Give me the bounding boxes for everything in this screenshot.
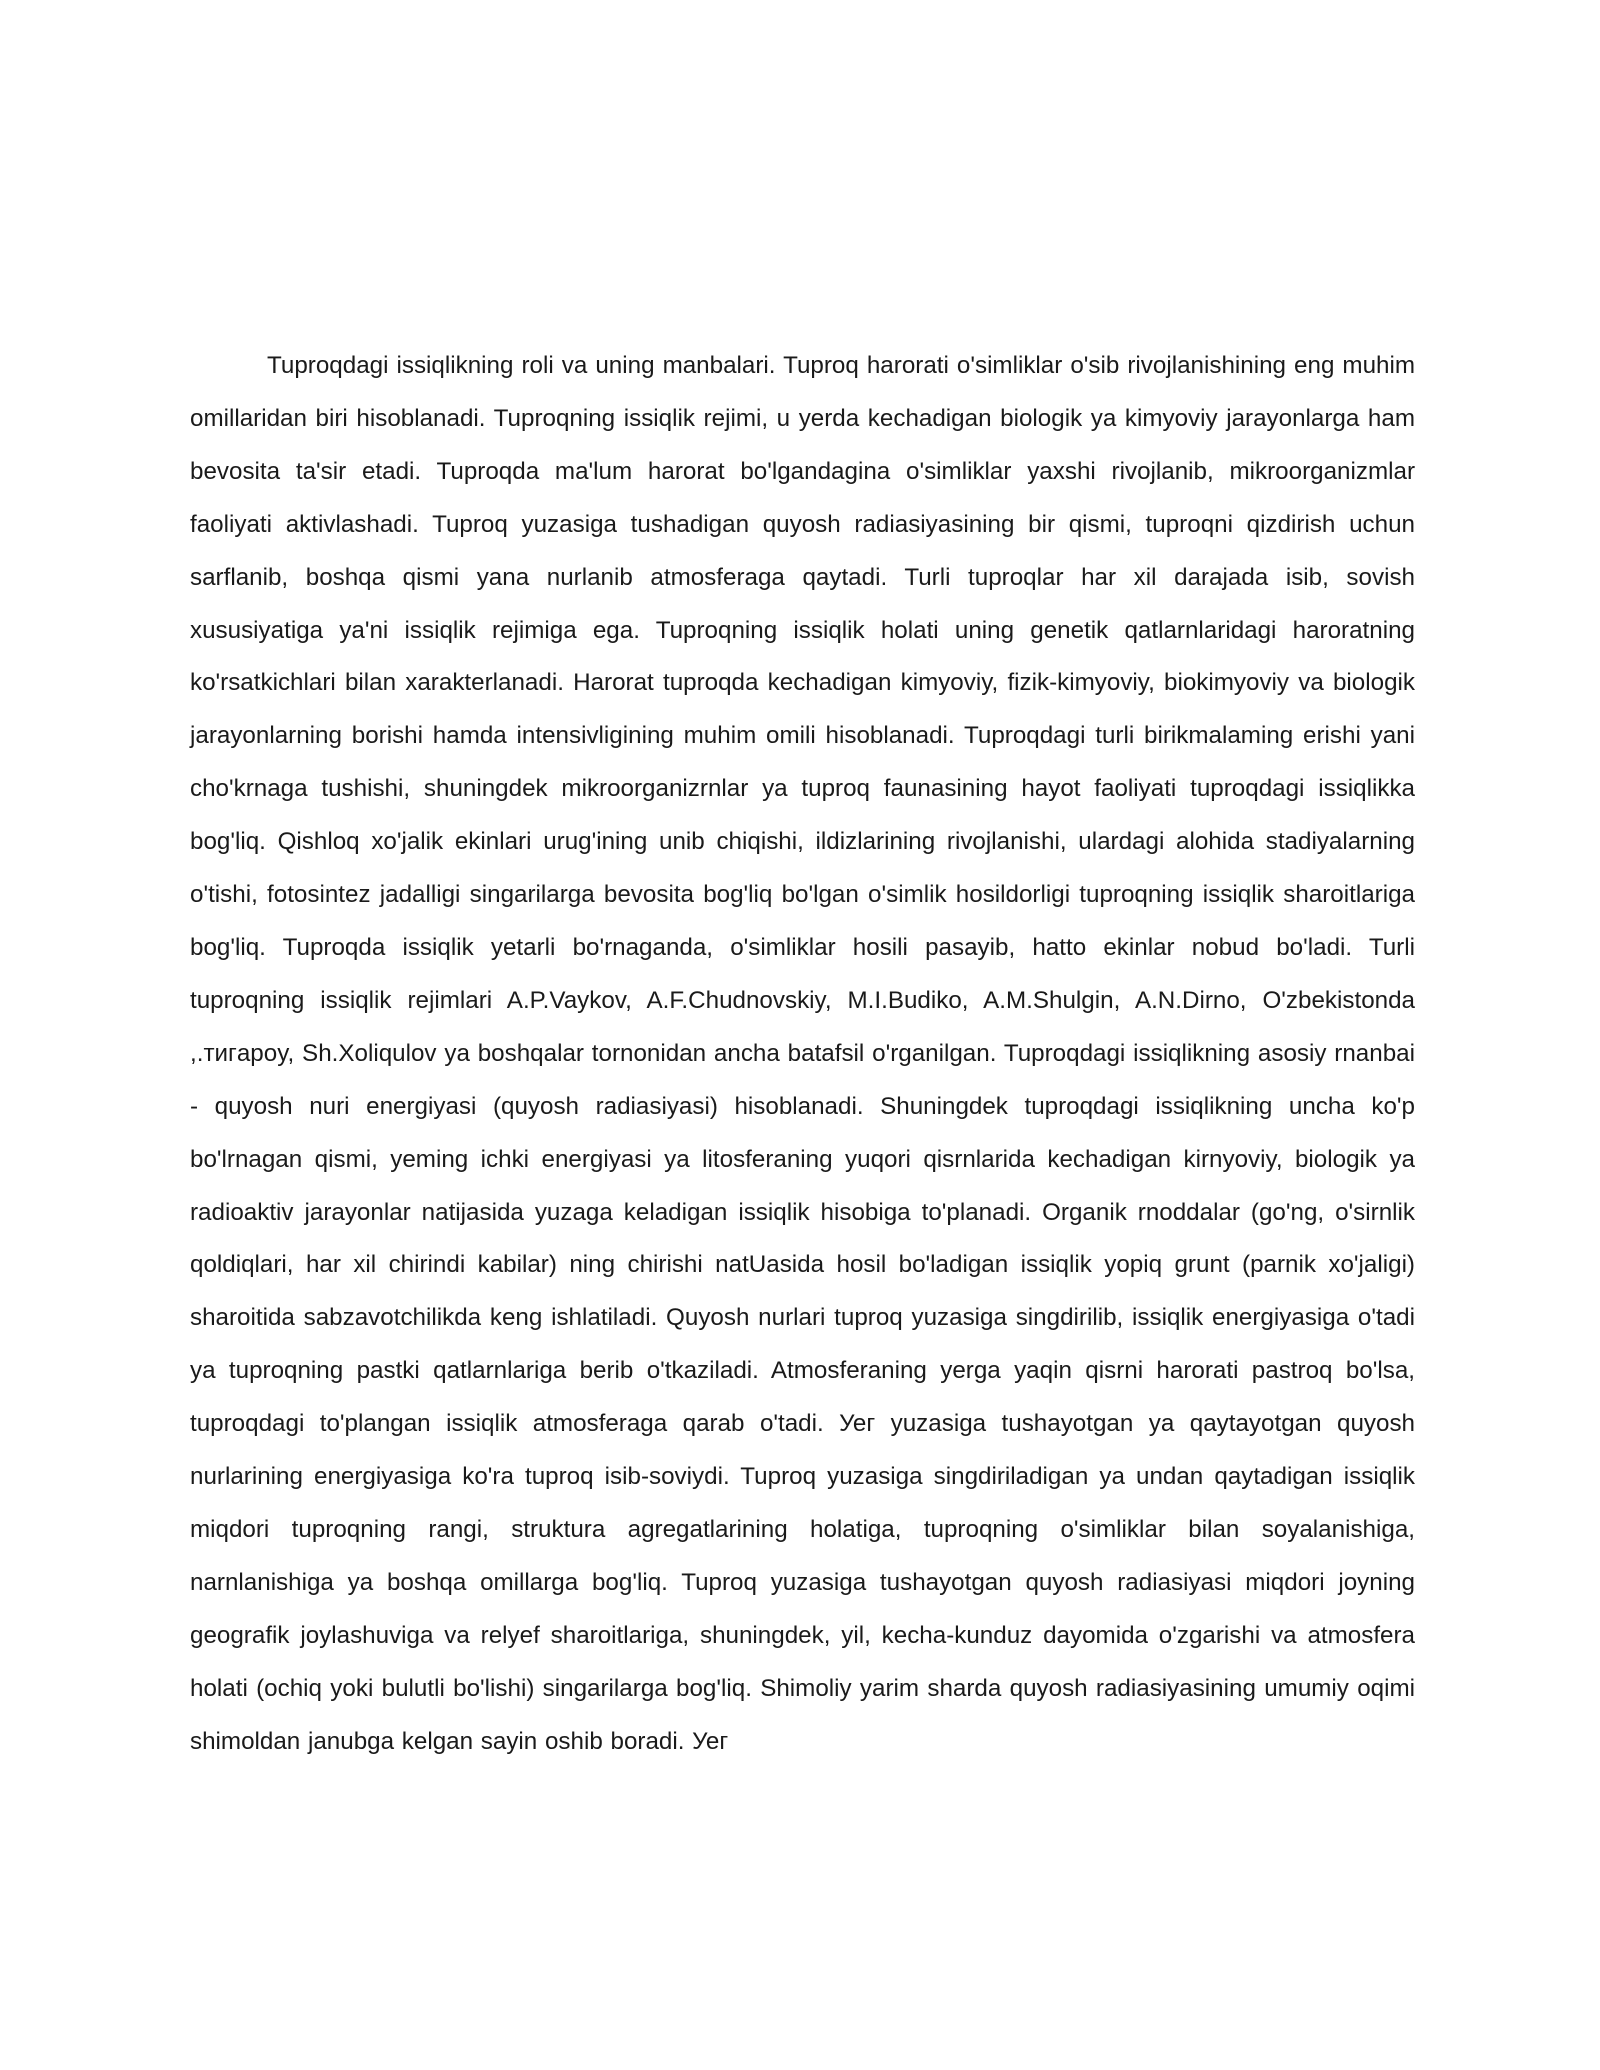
- body-paragraph: Tuproqdagi issiqlikning roli va uning manbalari. Tuproq harorati o'simliklar o'sib rivojlanishining eng muhim omillaridan biri hisoblanadi. Tuproqning issiqlik rejimi, u yerda kechadigan biologik ya kimyoviy jarayonlarga ham bevosita ta'sir etadi. Tuproqda ma'lum harorat bo'lgandagina o'simliklar yaxshi rivojlanib, mikroorganizmlar faoliyati aktivlashadi. Tuproq yuzasiga tushadigan quyosh radiasiyasining bir qismi, tuproqni qizdirish uchun sarflanib, boshqa qismi yana nurlanib atmosferaga qaytadi. Turli tuproqlar har xil darajada isib, sovish xususiyatiga ya'ni issiqlik rejimiga ega. Tuproqning issiqlik holati uning genetik qatlarnlaridagi haroratning ko'rsatkichlari bilan xarakterlanadi. Harorat tuproqda kechadigan kimyoviy, fizik-kimyoviy, biokimyoviy va biologik jarayonlarning borishi hamda intensivligining muhim omili hisoblanadi. Tuproqdagi turli birikmalaming erishi yani cho'krnaga tushishi, shuningdek mikroorganizrnlar ya tuproq faunasining hayot faoliyati tuproqdagi issiqlikka bog'liq. Qishloq xo'jalik ekinlari urug'ining unib chiqishi, ildizlarining rivojlanishi, ulardagi alohida stadiyalarning o'tishi, fotosintez jadalligi singarilarga bevosita bog'liq bo'lgan o'simlik hosildorligi tuproqning issiqlik sharoitlariga bog'liq. Tuproqda issiqlik yetarli bo'rnaganda, o'simliklar hosili pasayib, hatto ekinlar nobud bo'ladi. Turli tuproqning issiqlik rejimlari A.P.Vaykov, A.F.Chudnovskiy, M.I.Budiko, A.M.Shulgin, A.N.Dirno, O'zbekistonda ,.тигapoy, Sh.Xoliqulov ya boshqalar tornonidan ancha batafsil o'rganilgan. Tuproqdagi issiqlikning asosiy rnanbai - quyosh nuri energiyasi (quyosh radiasiyasi) hisoblanadi. Shuningdek tuproqdagi issiqlikning uncha ko'p bo'lrnagan qismi, yeming ichki energiyasi ya litosferaning yuqori qisrnlarida kechadigan kirnyoviy, biologik ya radioaktiv jarayonlar natijasida yuzaga keladigan issiqlik hisobiga to'planadi. Organik rnoddalar (go'ng, o'sirnlik qoldiqlari, har xil chirindi kabilar) ning chirishi natUasida hosil bo'ladigan issiqlik yopiq grunt (parnik xo'jaligi) sharoitida sabzavotchilikda keng ishlatiladi. Quyosh nurlari tuproq yuzasiga singdirilib, issiqlik energiyasiga o'tadi ya tuproqning pastki qatlarnlariga berib o'tkaziladi. Atmosferaning yerga yaqin qisrni harorati pastroq bo'lsa, tuproqdagi to'plangan issiqlik atmosferaga qarab o'tadi. Уег yuzasiga tushayotgan ya qaytayotgan quyosh nurlarining energiyasiga ko'ra tuproq isib-soviydi. Tuproq yuzasiga singdiriladigan ya undan qaytadigan issiqlik miqdori tuproqning rangi, struktura agregatlarining holatiga, tuproqning o'simliklar bilan soyalanishiga, narnlanishiga ya boshqa omillarga bog'liq. Tuproq yuzasiga tushayotgan quyosh radiasiyasi miqdori joyning geografik joylashuviga va relyef sharoitlariga, shuningdek, yil, kecha-kunduz dayomida o'zgarishi va atmosfera holati (ochiq yoki bulutli bo'lishi) singarilarga bog'liq. Shimoliy yarim sharda quyosh radiasiyasining umumiy oqimi shimoldan janubga kelgan sayin oshib boradi. Уег: [190, 352, 1415, 1755]
